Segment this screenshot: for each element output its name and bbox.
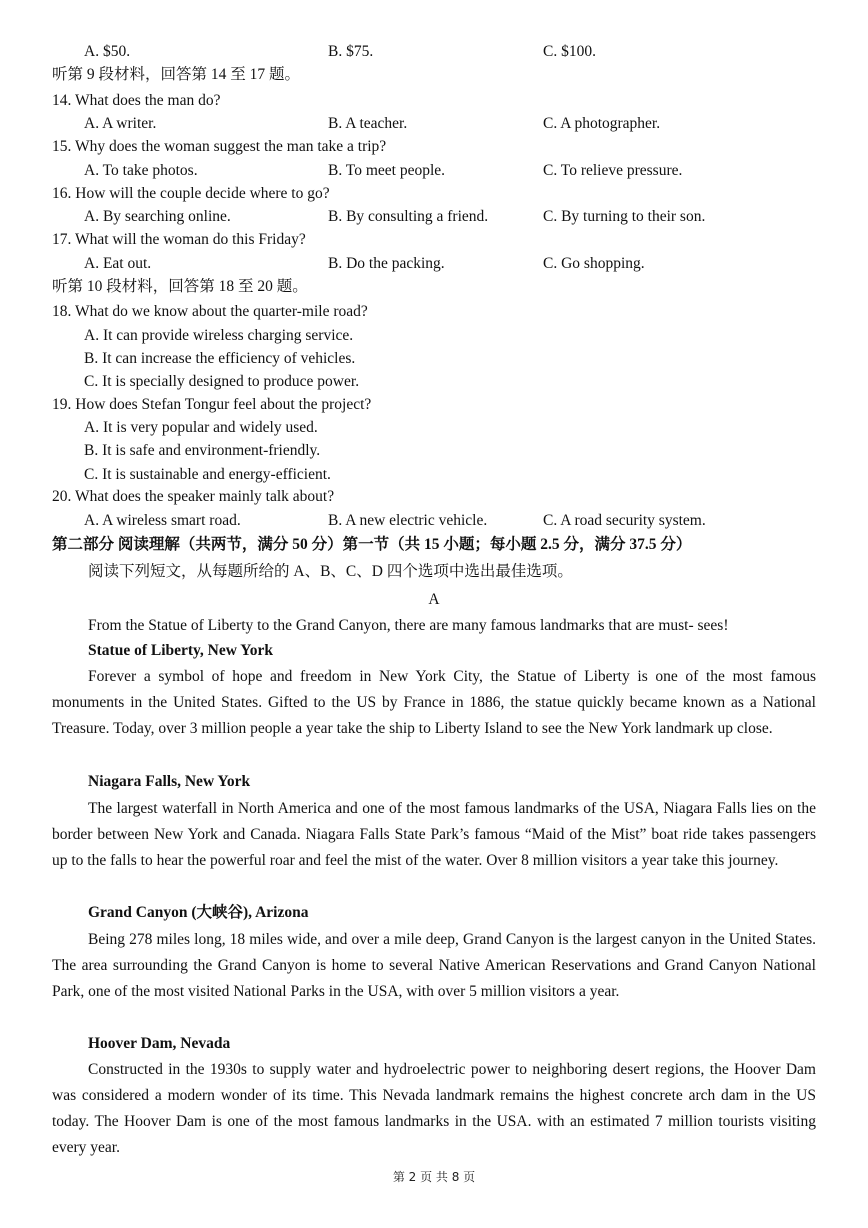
option-b: B. A new electric vehicle. [328,512,488,529]
page-footer: 第 2 页 共 8 页 [392,1170,476,1184]
landmark-title: Hoover Dam, Nevada [88,1035,231,1052]
question-stem: 17. What will the woman do this Friday? [52,231,306,248]
option-a: A. It can provide wireless charging service. [84,327,354,344]
part2-instruction: 阅读下列短文，从每题所给的 A、B、C、D 四个选项中选出最佳选项。 [88,563,573,580]
landmark-text: Being 278 miles long, 18 miles wide, and over a mile deep, Grand Canyon is the largest canyon in the United States. The area surrounding the Grand Canyon is home to several Native American Reservations and Grand Canyon National Park, one of the most visited National Parks in the USA, with over 5 million visitors a year. [52,931,816,1000]
landmark-text: Forever a symbol of hope and freedom in New York City, the Statue of Liberty is one of the most famous monuments in the United States. Gifted to the US by France in 1886, the statue quickly became known as a National Treasure. Today, over 3 million people a year take the ship to Liberty Island to see the New York landmark up close. [52,668,816,737]
option-c: C. Go shopping. [543,255,645,272]
question-stem: 19. How does Stefan Tongur feel about the project? [52,396,372,413]
question-stem: 16. How will the couple decide where to go? [52,185,330,202]
option-b: B. To meet people. [328,162,446,179]
landmark-text: The largest waterfall in North America and one of the most famous landmarks of the USA, Niagara Falls lies on the border between New York and Canada. Niagara Falls State Park’s famous “Maid of the Mist” boat ride takes passengers up to the falls to hear the powerful roar and feel the mist of the water. Over 8 million visitors a year take this journey. [52,800,816,869]
question-options [0,253,868,275]
question-options [0,510,868,532]
option-a: A. A wireless smart road. [84,512,241,529]
question-stem: 20. What does the speaker mainly talk about? [52,488,335,505]
question-options [0,113,868,135]
option-b: B. By consulting a friend. [328,208,489,225]
option-a: A. By searching online. [84,208,231,225]
landmark-title: Statue of Liberty, New York [88,642,273,659]
option-b: B. Do the packing. [328,255,445,272]
option-c: C. By turning to their son. [543,208,706,225]
landmark-title: Niagara Falls, New York [88,773,251,790]
option-c: C. A road security system. [543,512,706,529]
section9-intro: 听第 9 段材料，回答第 14 至 17 题。 [52,66,301,83]
option-c: C. A photographer. [543,115,661,132]
part2-heading: 第二部分 阅读理解（共两节，满分 50 分）第一节（共 15 小题；每小题 2.5 分，满分 37.5 分） [52,536,692,553]
option-a: A. A writer. [84,115,157,132]
option-c: C. It is sustainable and energy-efficient. [84,466,331,483]
option-c: C. It is specially designed to produce power. [84,373,360,390]
option-c: C. $100. [543,43,596,60]
option-b: B. It can increase the efficiency of vehicles. [84,350,356,367]
section10-intro: 听第 10 段材料，回答第 18 至 20 题。 [52,278,308,295]
option-a: A. To take photos. [84,162,198,179]
option-b: B. It is safe and environment-friendly. [84,442,321,459]
option-c: C. To relieve pressure. [543,162,683,179]
passage-intro: From the Statue of Liberty to the Grand Canyon, there are many famous landmarks that are must- sees! [88,617,729,634]
question-stem: 14. What does the man do? [52,92,221,109]
landmark-title: Grand Canyon (大峡谷), Arizona [88,904,309,921]
question-options [0,160,868,182]
option-b: B. $75. [328,43,374,60]
option-a: A. It is very popular and widely used. [84,419,318,436]
option-b: B. A teacher. [328,115,408,132]
landmark-text: Constructed in the 1930s to supply water and hydroelectric power to neighboring desert regions, the Hoover Dam was considered a modern wonder of its time. This Nevada landmark remains the highest concrete arch dam in the US today. The Hoover Dam is one of the most famous landmarks in the USA. with an estimated 7 million tourists visiting every year. [52,1061,816,1156]
option-a: A. Eat out. [84,255,152,272]
question-options [0,206,868,228]
passage-label: A [428,591,440,608]
question-stem: 18. What do we know about the quarter-mile road? [52,303,368,320]
q13-options [0,41,868,63]
question-stem: 15. Why does the woman suggest the man take a trip? [52,138,387,155]
option-a: A. $50. [84,43,131,60]
